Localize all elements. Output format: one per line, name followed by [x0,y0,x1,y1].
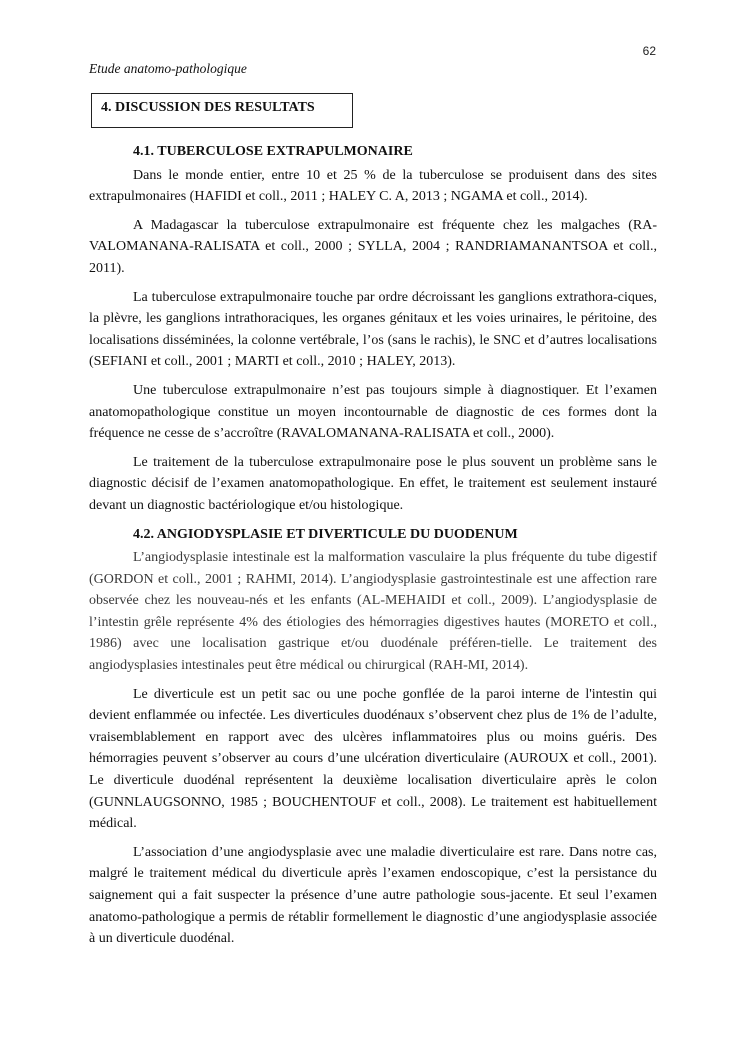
paragraph: Le diverticule est un petit sac ou une poche gonflée de la paroi interne de l'intestin qui devient enflammée ou infectée. Les diverticules duodénaux s’observent chez plus de 1% de l’adulte, vraisemblablement en rapport avec des ulcères inflammatoires plus ou moins guéris. Des hémorragies peuvent s’observer au cours d’une ulcération diverticulaire (AUROUX et coll., 2001). Le diverticule duodénal représentent la deuxième localisation diverticulaire après le colon (GUNNLAUGSONNO, 1985 ; BOUCHENTOUF et coll., 2008). Le traitement est habituellement médical. [89,686,657,832]
paragraph: Une tuberculose extrapulmonaire n’est pas toujours simple à diagnostiquer. Et l’examen anatomopathologique constitue un moyen incontournable de diagnostic de ces formes dont la fréquence ne cesse de s’accroître (RAVALOMANANA-RALISATA et coll., 2000). [89,382,657,442]
document-body [89,141,657,957]
paragraph: L’angiodysplasie intestinale est la malformation vasculaire la plus fréquente du tube digestif (GORDON et coll., 2001 ; RAHMI, 2014). L’angiodysplasie gastrointestinale est une affection rare observée chez les nouveau-nés et les enfants (AL-MEHAIDI et coll., 2009). L’angiodysplasie de l’intestin grêle représente 4% des étiologies des hémorragies digestives hautes (MORETO et coll., 1986) avec une localisation gastrique et/ou duodénale préféren-tielle. Le traitement des angiodysplasies intestinales peut être médical ou chirurgical (RAH-MI, 2014). [89,550,657,674]
section-title: 4. DISCUSSION DES RESULTATS [91,93,353,128]
paragraph: Le traitement de la tuberculose extrapulmonaire pose le plus souvent un problème sans le diagnostic décisif de l’examen anatomopathologique. En effet, le traitement est seulement instauré devant un diagnostic bactériologique et/ou histologique. [89,454,657,513]
page-number: 62 [642,44,656,58]
paragraph: La tuberculose extrapulmonaire touche par ordre décroissant les ganglions extrathora-ciques, la plèvre, les ganglions intrathoraciques, les organes génitaux et les voies urinaires, le péritoine, des localisations disséminées, la colonne vertébrale, l’os (sans le rachis), le SNC et d’autres localisations (SEFIANI et coll., 2001 ; MARTI et coll., 2010 ; HALEY, 2013). [89,289,657,370]
paragraph: L’association d’une angiodysplasie avec une maladie diverticulaire est rare. Dans notre cas, malgré le traitement médical du diverticule après l’examen endoscopique, c’est la persistance du saignement qui a fait suspecter la présence d’une autre pathologie sous-jacente. Et seul l’examen anatomo-pathologique a permis de rétablir formellement le diagnostic d’une angiodysplasie associée à un diverticule duodénal. [89,844,657,947]
running-header: Etude anatomo-pathologique [89,61,247,76]
paragraph: Dans le monde entier, entre 10 et 25 % de la tuberculose se produisent dans des sites extrapulmonaires (HAFIDI et coll., 2011 ; HALEY C. A, 2013 ; NGAMA et coll., 2014). [89,167,657,205]
subsection-title-tuberculose: 4.1. TUBERCULOSE EXTRAPULMONAIRE [133,144,413,159]
paragraph: A Madagascar la tuberculose extrapulmonaire est fréquente chez les malgaches (RA-VALOMANANA-RALISATA et coll., 2000 ; SYLLA, 2004 ; RANDRIAMANANTSOA et coll., 2011). [89,217,657,276]
subsection-title-angiodysplasie: 4.2. ANGIODYSPLASIE ET DIVERTICULE DU DUODENUM [133,526,518,542]
